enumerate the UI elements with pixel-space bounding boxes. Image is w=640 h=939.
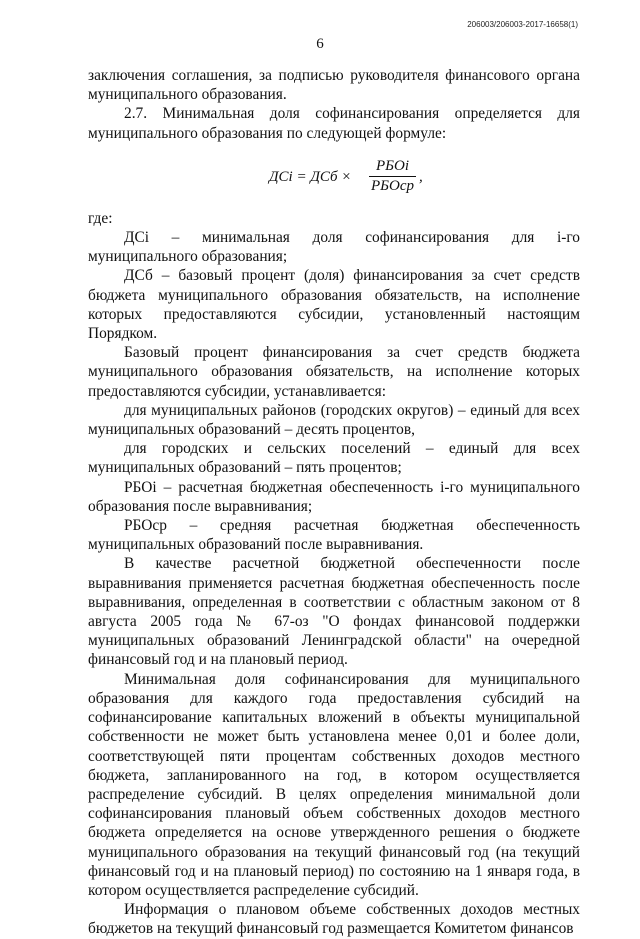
definition-paragraph: РБОi – расчетная бюджетная обеспеченность i-го муниципального образования после выравнивания;	[88, 478, 580, 515]
definition-paragraph: ДСб – базовый процент (доля) финансирования за счет средств бюджета муниципального образования обязательств, на исполнение которых предоставляются субсидии, установленный настоящим Порядком.	[88, 267, 580, 343]
formula-comma: ,	[419, 168, 423, 185]
document-id: 206003/206003-2017-16658(1)	[467, 20, 578, 29]
definition-paragraph: РБОср – средняя расчетная бюджетная обеспеченность муниципальных образований после выравнивания.	[88, 517, 580, 554]
paragraph: где:	[88, 209, 113, 227]
paragraph: Базовый процент финансирования за счет средств бюджета муниципального образования обязательств, на исполнение которых предоставляются субсидии, устанавливается:	[88, 344, 580, 400]
formula-fraction	[369, 157, 416, 196]
definition-paragraph: ДСi – минимальная доля софинансирования для i-го муниципального образования;	[88, 229, 580, 266]
page-number: 6	[316, 36, 324, 52]
paragraph: Информация о плановом объеме собственных доходов местных бюджетов на текущий финансовый год размещается Комитетом финансов	[88, 901, 580, 938]
formula	[88, 157, 580, 197]
paragraph: заключения соглашения, за подписью руководителя финансового органа муниципального образования.	[88, 67, 580, 104]
formula-numerator: РБОi	[369, 157, 416, 177]
document-body	[88, 66, 580, 939]
paragraph: 2.7. Минимальная доля софинансирования определяется для муниципального образования по следующей формуле:	[88, 105, 580, 142]
list-item: для муниципальных районов (городских округов) – единый для всех муниципальных образований – десять процентов,	[88, 401, 580, 439]
list-item: для городских и сельских поселений – единый для всех муниципальных образований – пять процентов;	[88, 440, 580, 477]
paragraph: Минимальная доля софинансирования для муниципального образования для каждого года предоставления субсидий на софинансирование капитальных вложений в объекты муниципальной собственности не может быть установлена менее 0,01 и более доли, соответствующей пяти процентам собственных доходов местного бюджета, запланированного на год, в котором осуществляется распределение субсидий. В целях определения минимальной доли софинансирования плановый объем собственных доходов местного бюджета определяется на основе утвержденного решения о бюджете муниципального образования на текущий финансовый год (на текущий финансовый год и на плановый период) по состоянию на 1 января года, в котором осуществляется распределение субсидий.	[88, 670, 580, 899]
formula-denominator: РБОср	[371, 178, 415, 195]
formula-lhs: ДСi = ДСб ×	[269, 168, 352, 185]
paragraph: В качестве расчетной бюджетной обеспеченности после выравнивания применяется расчетная бюджетная обеспеченность после выравнивания, определенная в соответствии с областным законом от 8 августа 2005 года № 67-оз "О фондах финансовой поддержки муниципальных образований Ленинградской области" на очередной финансовый год и на плановый период.	[88, 555, 580, 669]
